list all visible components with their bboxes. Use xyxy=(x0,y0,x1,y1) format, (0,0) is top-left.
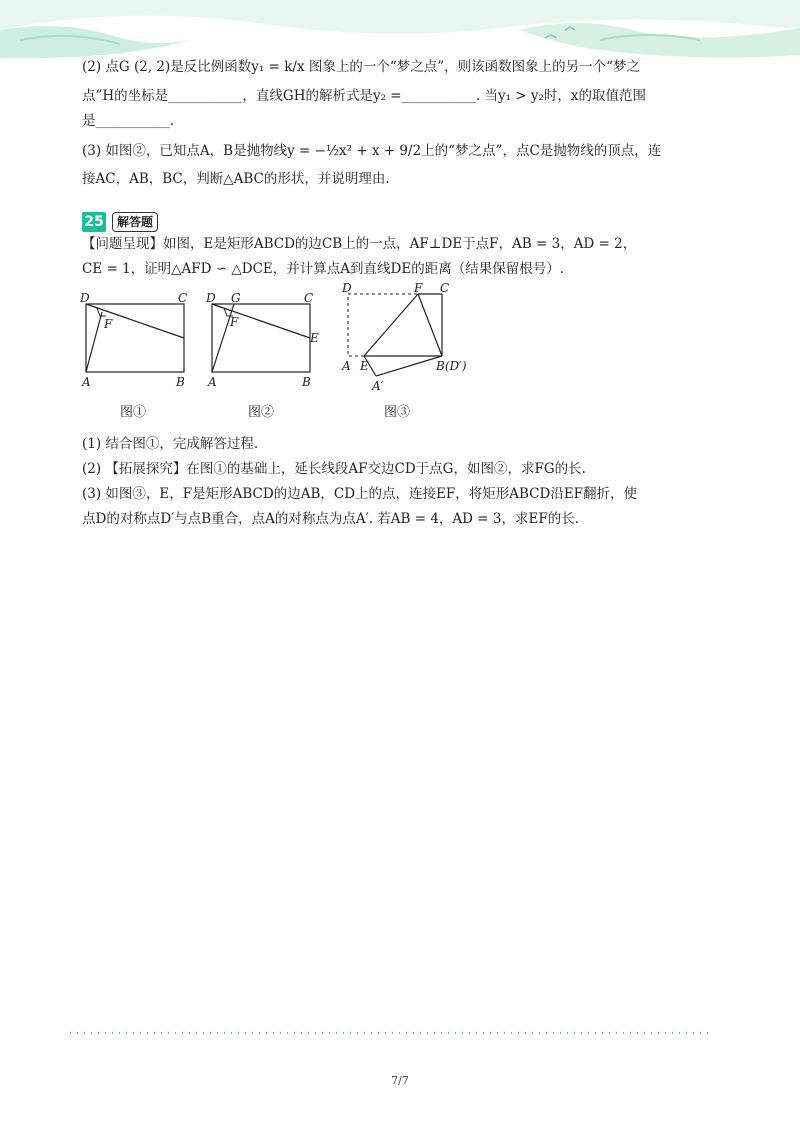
fig2-label-f: F xyxy=(230,315,239,329)
q24-part2-line2: 点”H的坐标是___________，直线GH的解析式是y₂ =___________. 当y₁ > y₂时，x的取值范围 xyxy=(82,88,647,104)
question-number-badge: 25 xyxy=(82,212,106,232)
q25-sub2: (2) 【拓展探究】在图①的基础上，延长线段AF交边CD于点G，如图②，求FG的长. xyxy=(82,461,586,477)
q24-part3-line2: 接AC，AB，BC，判断△ABC的形状，并说明理由. xyxy=(82,171,390,187)
fig1-label-b: B xyxy=(176,375,185,388)
fig1-label-d: D xyxy=(80,291,90,305)
q24-part2-line3: 是___________. xyxy=(82,113,175,129)
fig1-label-a: A xyxy=(82,375,91,388)
q24-part2-line1: (2) 点G (2, 2)是反比例函数y₁ = k/x 图象上的一个“梦之点”，则该函数图象上的另一个“梦之 xyxy=(82,59,641,75)
fig2-label-c: C xyxy=(304,291,314,305)
fig3-caption: 图③ xyxy=(384,405,411,420)
figure-2 xyxy=(204,288,320,388)
page-number: 7/7 xyxy=(391,1074,409,1087)
fig3-label-a-prime: A′ xyxy=(372,379,384,393)
figure-1 xyxy=(78,288,190,388)
figure-3 xyxy=(338,280,478,398)
fig2-label-a: A xyxy=(208,375,217,388)
fig2-label-b: B xyxy=(302,375,311,388)
q25-intro-line1: 【问题呈现】如图，E是矩形ABCD的边CB上的一点，AF⊥DE于点F，AB = 3，AD = 2， xyxy=(82,236,637,252)
q25-intro-line2: CE = 1，证明△AFD ∽ △DCE，并计算点A到直线DE的距离（结果保留根号）. xyxy=(82,261,564,277)
fig1-caption: 图① xyxy=(120,405,147,420)
fig1-label-c: C xyxy=(178,291,188,305)
fig3-label-f: F xyxy=(414,281,423,295)
q25-sub3-line2: 点D的对称点D′与点B重合，点A的对称点为点A′. 若AB = 4，AD = 3，求EF的长. xyxy=(82,511,580,527)
fig2-caption: 图② xyxy=(248,405,275,420)
fig3-label-b-dprime: B(D′) xyxy=(436,359,467,373)
fig3-label-e: E xyxy=(360,359,369,373)
q25-sub3-line1: (3) 如图③，E，F是矩形ABCD的边AB，CD上的点，连接EF，将矩形ABCD沿EF翻折，使 xyxy=(82,486,638,502)
question-type-label: 解答题 xyxy=(112,212,158,232)
fig2-label-e: E xyxy=(310,331,319,345)
footer-dotted-divider xyxy=(70,1031,710,1035)
fig2-label-g: G xyxy=(231,291,241,305)
fig3-label-c: C xyxy=(440,281,450,295)
fig1-label-f: F xyxy=(104,317,113,331)
fig2-label-d: D xyxy=(206,291,216,305)
fig3-label-d: D xyxy=(342,281,352,295)
fig3-label-a: A xyxy=(342,359,351,373)
q25-sub1: (1) 结合图①，完成解答过程. xyxy=(82,436,259,452)
q24-part3-line1: (3) 如图②，已知点A，B是抛物线y = −½x² + x + 9/2上的“梦之点”，点C是抛物线的顶点，连 xyxy=(82,143,662,159)
